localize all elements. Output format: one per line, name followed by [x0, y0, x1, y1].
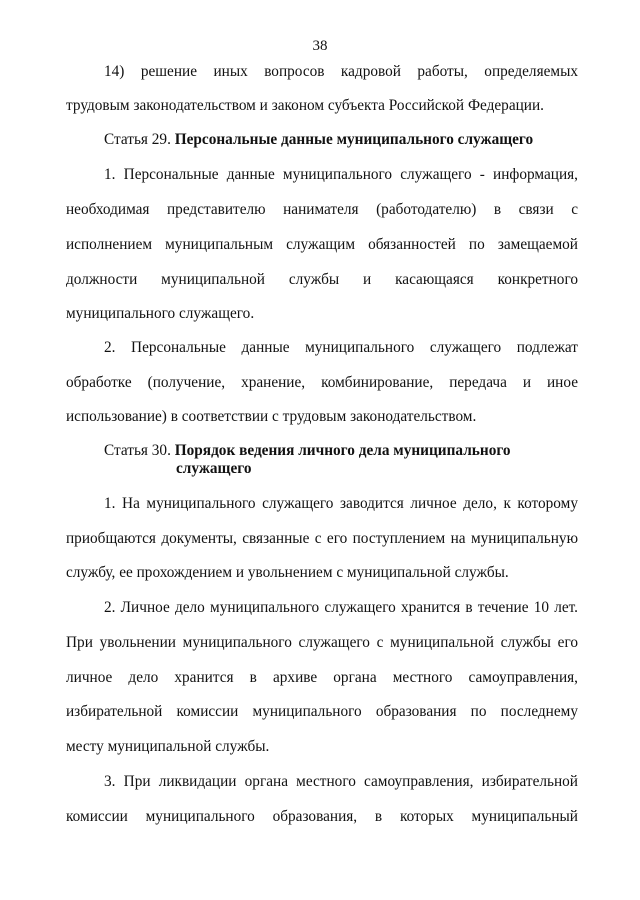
- text-line: обработке (получение, хранение, комбинирование, передача и иное: [66, 374, 578, 391]
- text-line: 1. Персональные данные муниципального служащего - информация,: [104, 166, 578, 183]
- text-line: 2. Личное дело муниципального служащего хранится в течение 10 лет.: [104, 599, 578, 616]
- text-line: использование) в соответствии с трудовым законодательством.: [66, 408, 477, 425]
- text-line: 14) решение иных вопросов кадровой работы, определяемых: [104, 63, 578, 80]
- text-line: муниципального служащего.: [66, 305, 255, 322]
- article-title: Персональные данные муниципального служащего: [174, 131, 534, 148]
- article-title: Порядок ведения личного дела муниципального: [174, 442, 511, 459]
- article-number: Статья 29.: [104, 131, 175, 148]
- text-line: приобщаются документы, связанные с его поступлением на муниципальную: [66, 530, 578, 547]
- text-line: исполнением муниципальным служащим обязанностей по замещаемой: [66, 236, 578, 253]
- text-line: должности муниципальной службы и касающаяся конкретного: [66, 271, 578, 288]
- text-line: месту муниципальной службы.: [66, 738, 270, 755]
- text-line: 2. Персональные данные муниципального служащего подлежат: [104, 339, 578, 356]
- article-title-continuation: служащего: [176, 460, 252, 477]
- page-number: 38: [312, 38, 328, 54]
- text-line: избирательной комиссии муниципального образования по последнему: [66, 703, 578, 720]
- text-line: службу, ее прохождением и увольнением с муниципальной службы.: [66, 564, 509, 581]
- text-line: необходимая представителю нанимателя (работодателю) в связи с: [66, 201, 578, 218]
- article-heading: [104, 130, 578, 149]
- article-heading: [104, 441, 578, 460]
- text-line: комиссии муниципального образования, в которых муниципальный: [66, 808, 578, 825]
- text-line: личное дело хранится в архиве органа местного самоуправления,: [66, 669, 578, 686]
- article-number: Статья 30.: [104, 442, 175, 459]
- text-line: При увольнении муниципального служащего с муниципальной службы его: [66, 634, 578, 651]
- text-line: 3. При ликвидации органа местного самоуправления, избирательной: [104, 773, 578, 790]
- text-line: 1. На муниципального служащего заводится личное дело, к которому: [104, 495, 578, 512]
- text-line: трудовым законодательством и законом субъекта Российской Федерации.: [66, 97, 545, 114]
